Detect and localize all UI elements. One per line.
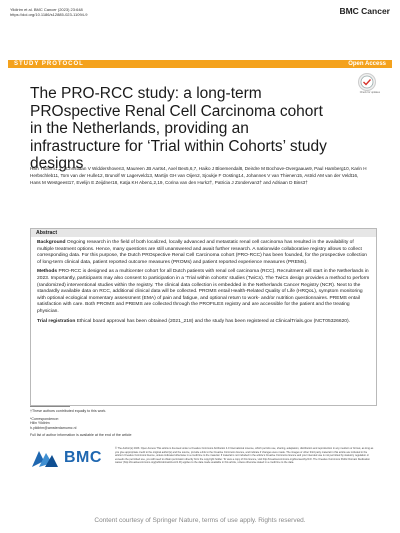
open-access-label: Open Access [348,61,386,67]
footnotes [30,406,330,441]
equal-contribution-note: †These authors contributed equally to this work. [30,409,107,413]
page-footer: Content courtesy of Springer Nature, terms of use apply. Rights reserved. [94,517,306,524]
running-header [10,7,87,17]
background-label: Background [37,240,66,245]
affiliation-note: Full list of author information is available at the end of the article [30,433,132,438]
article-title: The PRO-RCC study: a long-term PROspective Renal Cell Carcinoma cohort in the Netherlands, providing an infrastructure for ‘Trial within Cohorts’ study designs [30,85,327,172]
correspondence-label: *Correspondence: [30,416,59,421]
correspondence-email[interactable]: h.yildirim@amsterdamumc.nl [30,425,77,430]
methods-label: Methods [37,269,58,275]
license-text: © The Author(s) 2023. Open Access This article is licensed under a Creative Commons Attribution 4.0 International License, which permits use, sharing, adaptation, distribution and reproduction in any medium or format, as long as you give appropriate credit to the original author(s) and the source, provide a link to the Creative Commons licence, and indicate if changes were made. The images or other third party material in this article are included in the article’s Creative Commons licence, unless indicated otherwise in a credit line to the material. If material is not included in the article’s Creative Commons licence and your intended use is not permitted by statutory regulation or exceeds the permitted use, you will need to obtain permission directly from the copyright holder. To view a copy of this licence, visit http://creativecommons.org/licenses/by/4.0/. The Creative Commons Public Domain Dedication waiver (http://creativecommons.org/publicdomain/zero/1.0/) applies to the data made available in this article, unless otherwise stated in a credit line to the data. [115,447,374,464]
bmc-logo-mark-icon [30,447,60,469]
article-type-label: STUDY PROTOCOL [14,61,84,67]
methods-text: PRO-RCC is designed as a multicenter cohort for all Dutch patients with renal cell carcinoma (RCC). Recruitment will start in the Netherlands in 2023. Importantly, participants may also consent to participation in a ‘Trial within cohorts’ studies (TwiCs). The TwiCs design provides a method to perform (randomized) interventional studies within the registry. The clinical data collection is embedded in the Netherlands Cancer Registry (NCR). Next to the standardly available data on RCC, additional clinical data will be collected. PROMS entail Health-Related Quality of Life (HRQoL), symptom monitoring with optional ecological momentary assessment (EMA) of pain and fatigue, and optional return to work- and/or nutrition questionnaires. PREMS entail satisfaction with care. Both PROMS and PREMS are collected through the PROFILES registry and are accessible for the patient and the treating physician. [37,269,370,314]
abstract-heading: Abstract [31,229,376,237]
abstract-methods [37,269,370,315]
abstract-trial-registration [37,319,370,326]
footnote-rule [30,406,70,407]
article-type-banner [8,60,392,68]
abstract-box [30,228,377,406]
check-for-updates-label[interactable]: Check for updates [359,91,380,94]
journal-name: BMC Cancer [339,6,390,16]
bmc-logo-word: BMC [64,449,102,466]
trial-text: Ethical board approval has been obtained (2021_218) and the study has been registered at ClinicalTrials.gov (NCT05326620). [76,318,351,324]
author-list: Hilin Yildirim1,2*, Christiaan V Widdershoven3, Maureen JB Aarts4, Axel Bex5,6,7, Haiko J Bloemendal8, Deirdre M Bochove-Overgaauw9, Paul Hamberg10, Karin H Herbschleb11, Tom van der Hulle12, Brunolf W Lagerveld13, Martijn GH van Oijen2, Sjoukje F Oosting14, Johannes V van Thienen15, Astrid AM van der Veldt16, Hans M Westgeest17, Evelijn E Zeijdner18, Katja KH Aben1,2,19, Corina van den Hurk2†, Patricia J Zondervan3† and Adriaan D Bins3† [30,166,367,185]
citation-line: Yildirim et al. BMC Cancer (2023) 23:648 [10,7,83,12]
correspondence-name: Hilin Yildirim [30,421,50,426]
background-text: Ongoing research in the field of both localized, locally advanced and metastatic renal cell carcinoma has resulted in the availability of multiple treatment options. Hence, many questions are still unanswered and await further research. A nationwide collaborative registry allows to collect corresponding data. For this purpose, the Dutch PROspective Renal Cell Carcinoma cohort (PRO-RCC) has been founded, for the prospective collection of long-term clinical data, patient reported outcome measures (PROMs) and patient reported experience measures (PREMs). [37,240,368,265]
abstract-background [37,240,370,266]
doi-link[interactable]: https://doi.org/10.1186/s12885-023-11094-9 [10,12,88,18]
trial-label: Trial registration [37,318,76,324]
bmc-logo [30,447,110,469]
check-for-updates-icon[interactable] [358,73,376,91]
